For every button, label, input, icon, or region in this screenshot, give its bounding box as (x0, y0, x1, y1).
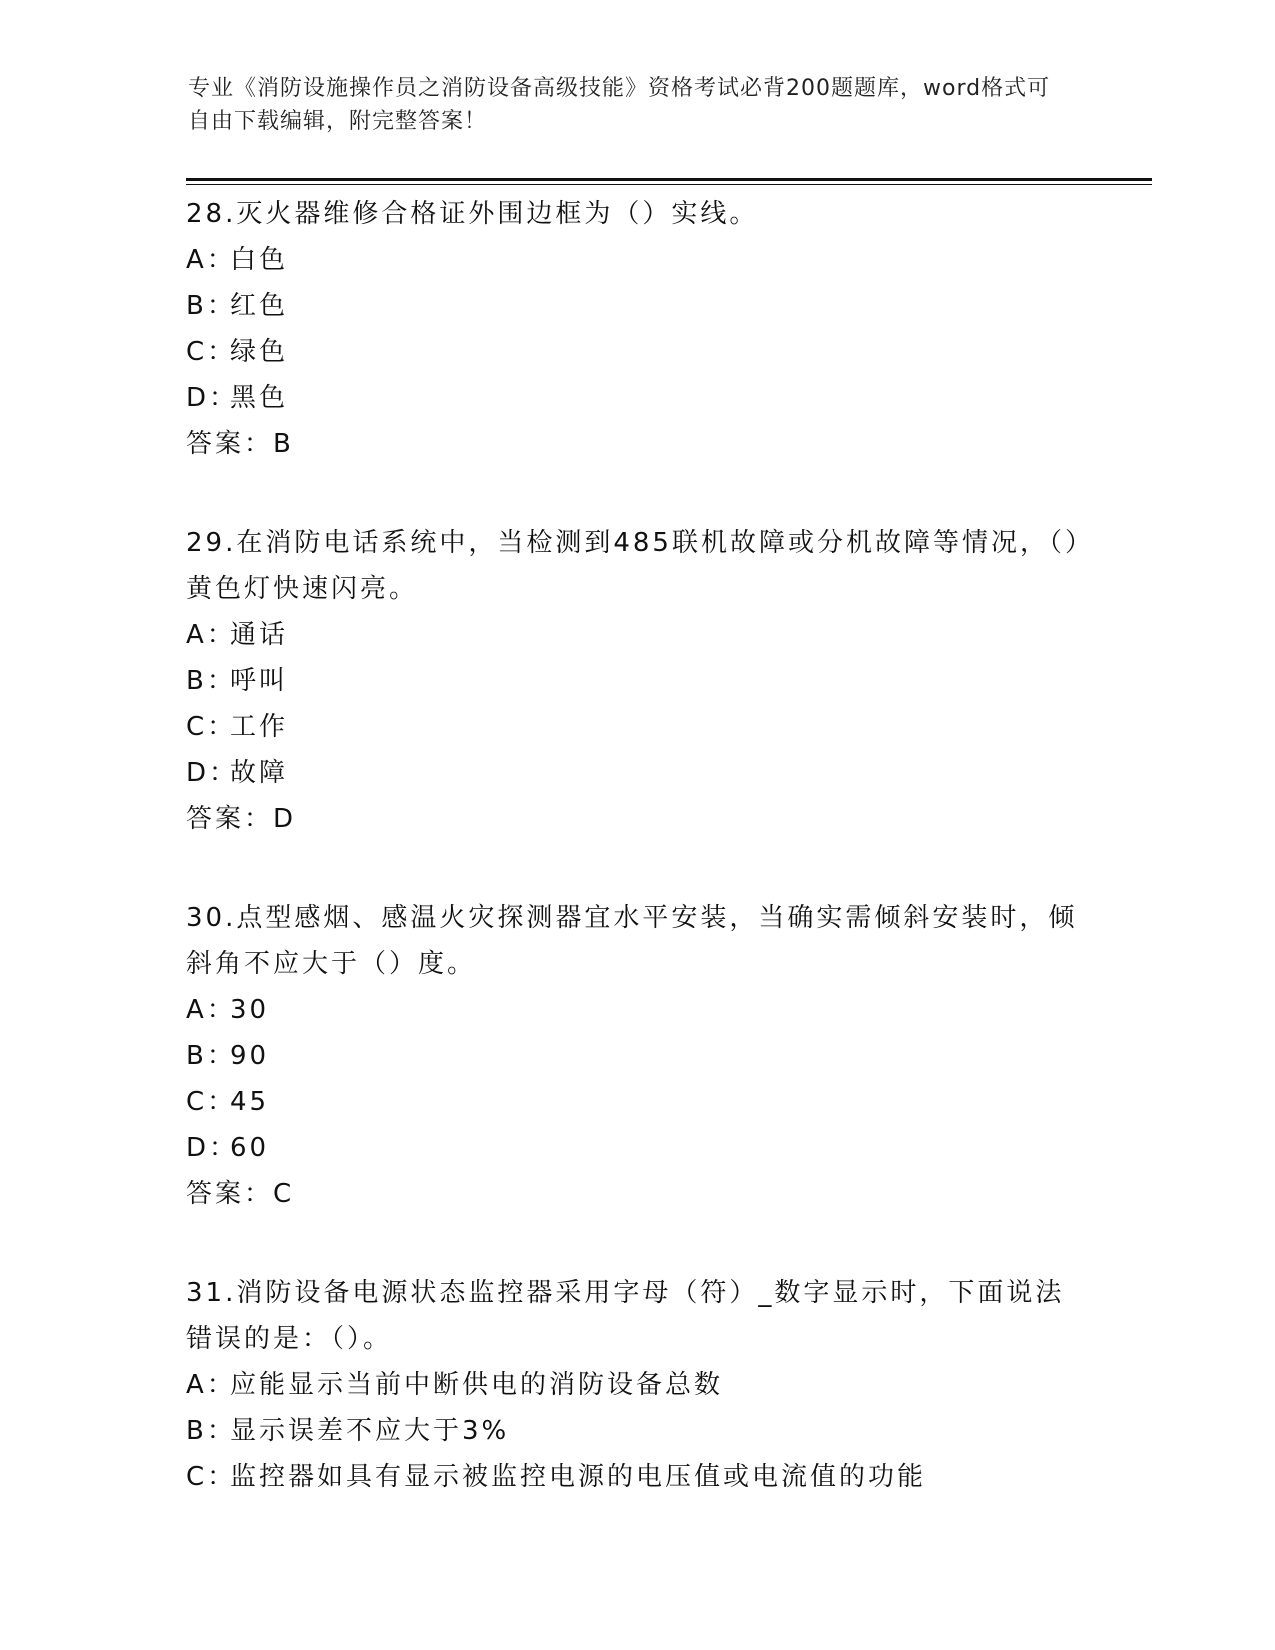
option-text: 白色 (230, 245, 289, 275)
answer-line: 答案：B (186, 429, 294, 459)
option-c (186, 1454, 1086, 1500)
option-a (186, 1362, 1086, 1408)
option-c (186, 1079, 1086, 1125)
option-key: C： (186, 1462, 237, 1492)
option-d (186, 375, 1086, 421)
option-key: C： (186, 337, 237, 367)
option-text: 绿色 (230, 337, 289, 367)
option-key: A： (186, 245, 236, 275)
option-c (186, 704, 1086, 750)
option-key: A： (186, 620, 236, 650)
option-text: 60 (230, 1133, 270, 1163)
option-key: A： (186, 995, 236, 1025)
question-stem: 29.在消防电话系统中，当检测到485联机故障或分机故障等情况，（）黄色灯快速闪亮。 (186, 528, 1081, 604)
question-30 (186, 895, 1086, 1217)
question-stem: 28.灭火器维修合格证外围边框为（）实线。 (186, 199, 759, 229)
option-text: 呼叫 (230, 666, 289, 696)
document-header: 专业《消防设施操作员之消防设备高级技能》资格考试必背200题题库，word格式可自由下载编辑，附完整答案！ (188, 76, 1051, 134)
option-b (186, 1033, 1086, 1079)
option-d (186, 1125, 1086, 1171)
option-key: D： (186, 758, 239, 788)
option-text: 30 (230, 995, 270, 1025)
question-28 (186, 191, 1086, 467)
option-c (186, 329, 1086, 375)
question-stem: 31.消防设备电源状态监控器采用字母（符）_数字显示时，下面说法错误的是：（）。 (186, 1278, 1065, 1354)
option-key: B： (186, 666, 236, 696)
option-text: 黑色 (230, 383, 289, 413)
option-a (186, 987, 1086, 1033)
option-key: C： (186, 1087, 237, 1117)
option-text: 工作 (230, 712, 289, 742)
answer-line: 答案：D (186, 804, 297, 834)
option-text: 红色 (230, 291, 289, 321)
header-divider-thick (186, 178, 1152, 181)
option-key: D： (186, 1133, 239, 1163)
option-key: B： (186, 1416, 236, 1446)
option-text: 通话 (230, 620, 289, 650)
option-key: B： (186, 1041, 236, 1071)
option-d (186, 750, 1086, 796)
question-31 (186, 1270, 1086, 1500)
option-b (186, 283, 1086, 329)
option-text: 显示误差不应大于3% (230, 1416, 510, 1446)
option-key: B： (186, 291, 236, 321)
option-a (186, 237, 1086, 283)
header-divider-thin (186, 184, 1152, 185)
option-text: 45 (230, 1087, 270, 1117)
option-b (186, 1408, 1086, 1454)
option-b (186, 658, 1086, 704)
option-text: 监控器如具有显示被监控电源的电压值或电流值的功能 (230, 1462, 927, 1492)
option-a (186, 612, 1086, 658)
option-key: C： (186, 712, 237, 742)
option-text: 故障 (230, 758, 289, 788)
option-text: 应能显示当前中断供电的消防设备总数 (230, 1370, 724, 1400)
question-stem: 30.点型感烟、感温火灾探测器宜水平安装，当确实需倾斜安装时，倾斜角不应大于（）度。 (186, 903, 1078, 979)
option-key: A： (186, 1370, 236, 1400)
question-29 (186, 520, 1086, 842)
answer-line: 答案：C (186, 1179, 295, 1209)
option-key: D： (186, 383, 239, 413)
option-text: 90 (230, 1041, 270, 1071)
question-list (186, 191, 1086, 1553)
